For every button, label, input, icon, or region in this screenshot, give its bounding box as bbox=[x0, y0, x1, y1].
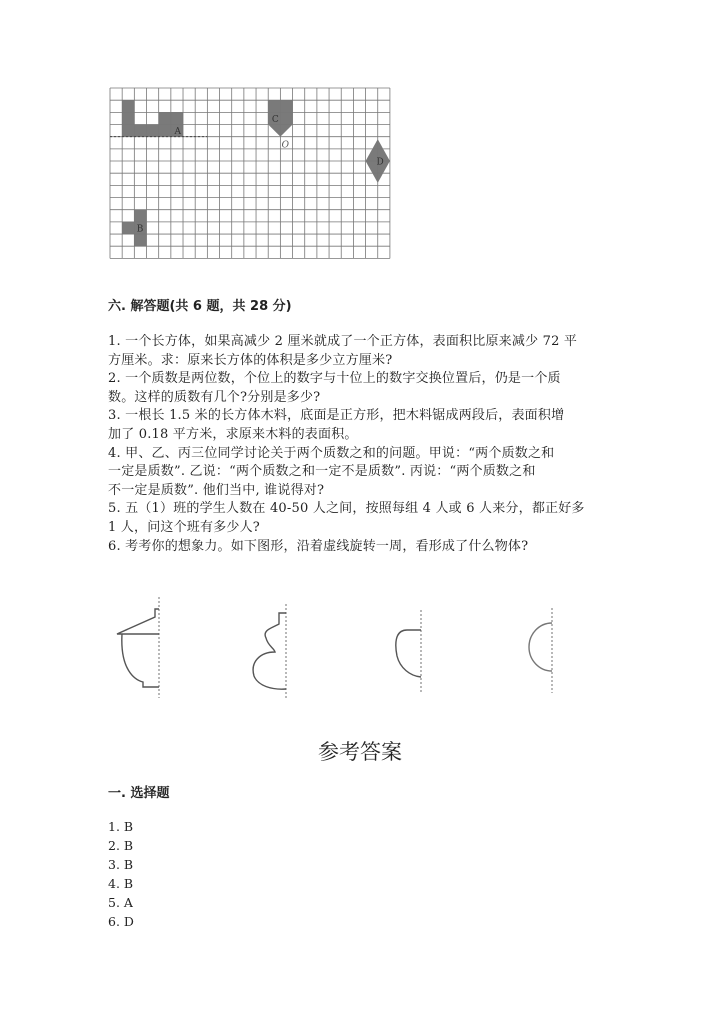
point-o-label: O bbox=[281, 140, 289, 151]
shape-a-cell bbox=[171, 112, 183, 124]
question-1 bbox=[108, 333, 628, 370]
question-4 bbox=[108, 445, 628, 501]
shape-c-cell bbox=[280, 100, 292, 112]
question-line: 加了 0.18 平方米，求原来木料的表面积。 bbox=[108, 426, 358, 442]
figure-outline bbox=[117, 609, 159, 687]
question-line: 1 人，问这个班有多少人? bbox=[108, 519, 260, 535]
question-line: 6. 考考你的想象力。如下图形，沿着虚线旋转一周，看形成了什么物体? bbox=[108, 538, 529, 554]
question-line: 5. 五（1）班的学生人数在 40-50 人之间，按照每组 4 人或 6 人来分，都正好多 bbox=[108, 501, 585, 517]
shape-label: B bbox=[136, 224, 144, 235]
rotation-figure-2 bbox=[253, 604, 286, 700]
shape-b-cell bbox=[134, 210, 146, 222]
rotation-figure-4 bbox=[529, 608, 552, 693]
question-line: 4. 甲、乙、丙三位同学讨论关于两个质数之和的问题。甲说：“两个质数之和 bbox=[108, 445, 555, 461]
figure-outline bbox=[253, 613, 286, 689]
shape-c-cell bbox=[280, 112, 292, 124]
answer-item: 5. A bbox=[108, 895, 133, 910]
question-line: 数。这样的质数有几个?分别是多少? bbox=[108, 389, 321, 405]
shape-a-cell bbox=[159, 125, 171, 137]
rotation-figure-1 bbox=[117, 597, 159, 698]
answer-item: 3. B bbox=[108, 857, 134, 872]
question-line: 一定是质数”. 乙说：“两个质数之和一定不是质数”. 丙说：“两个质数之和 bbox=[108, 464, 536, 480]
answer-section1-heading: 一. 选择题 bbox=[108, 786, 170, 801]
shape-a-cell bbox=[134, 125, 146, 137]
answer-item: 6. D bbox=[108, 914, 134, 929]
answer-list bbox=[108, 817, 134, 931]
rotation-figure-3 bbox=[396, 610, 421, 693]
question-2 bbox=[108, 370, 628, 407]
question-line: 3. 一根长 1.5 米的长方体木料，底面是正方形，把木料锯成两段后，表面积增 bbox=[108, 408, 565, 424]
answer-item: 2. B bbox=[108, 838, 134, 853]
question-5 bbox=[108, 500, 628, 537]
question-line: 1. 一个长方体，如果高减少 2 厘米就成了一个正方体，表面积比原来减少 72 平 bbox=[108, 334, 578, 349]
question-line: 方厘米。求：原来长方体的体积是多少立方厘米? bbox=[108, 352, 393, 368]
question-line: 2. 一个质数是两位数，个位上的数字与十位上的数字交换位置后，仍是一个质 bbox=[108, 371, 561, 387]
shape-label: A bbox=[174, 127, 182, 138]
shape-label: C bbox=[271, 115, 279, 126]
answer-item: 1. B bbox=[108, 819, 134, 834]
shape-a-cell bbox=[122, 112, 134, 124]
shape-a-cell bbox=[122, 100, 134, 112]
figure-outline bbox=[396, 630, 421, 677]
shape-b-cell bbox=[122, 222, 134, 234]
question-list bbox=[108, 333, 628, 556]
grid-figure bbox=[108, 86, 392, 260]
shape-b-cell bbox=[134, 234, 146, 246]
question-3 bbox=[108, 407, 628, 444]
shape-c-cell bbox=[268, 100, 280, 112]
answer-item: 4. B bbox=[108, 876, 134, 891]
shape-label: D bbox=[376, 157, 384, 168]
section6-heading: 六. 解答题(共 6 题，共 28 分) bbox=[108, 299, 292, 314]
question-6 bbox=[108, 538, 628, 557]
shape-a-cell bbox=[122, 125, 134, 137]
answer-key-title: 参考答案 bbox=[318, 740, 402, 764]
shape-a-cell bbox=[159, 112, 171, 124]
rotation-figures bbox=[100, 590, 580, 710]
question-line: 不一定是质数”. 他们当中, 谁说得对? bbox=[108, 482, 325, 498]
figure-outline bbox=[529, 623, 552, 671]
shape-a-cell bbox=[147, 125, 159, 137]
